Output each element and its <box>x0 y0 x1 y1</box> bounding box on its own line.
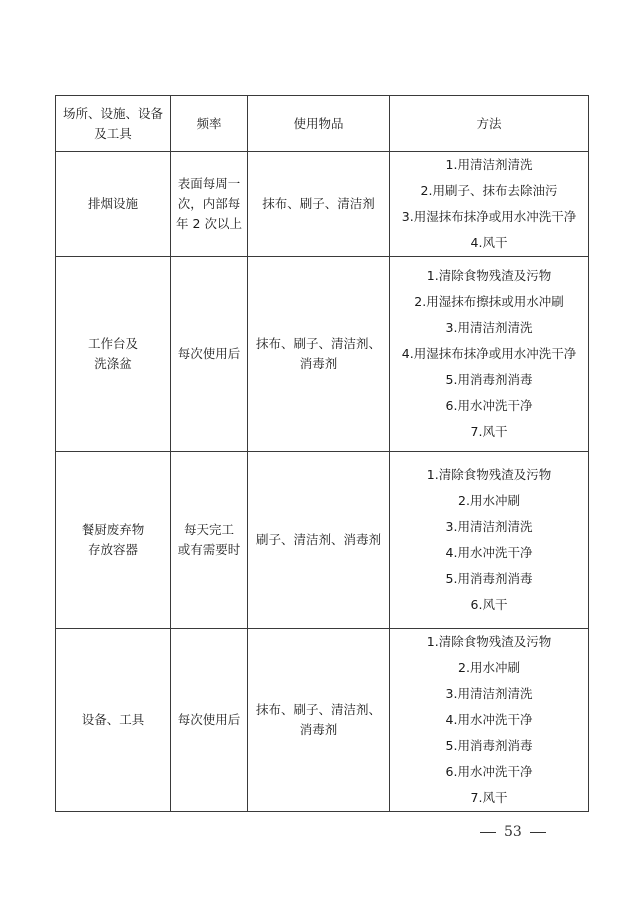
cell-line: 抹布、刷子、清洁剂、 <box>255 336 381 351</box>
method-step: 4.用水冲洗干净 <box>445 712 533 727</box>
cell-line: 餐厨废弃物 <box>81 522 145 537</box>
method-step: 7.风干 <box>470 790 508 805</box>
method-step: 7.风干 <box>470 424 508 439</box>
cell-line: 工作台及 <box>87 336 138 351</box>
method-step: 2.用水冲刷 <box>458 493 520 508</box>
items-cell <box>248 257 390 452</box>
method-cell <box>390 257 589 452</box>
method-cell <box>390 152 589 257</box>
method-step: 4.用水冲洗干净 <box>445 545 533 560</box>
method-step: 1.清除食物残渣及污物 <box>426 467 552 482</box>
cell-line: 每次使用后 <box>177 712 241 727</box>
table-row <box>56 629 589 812</box>
items-cell <box>248 629 390 812</box>
method-step: 2.用水冲刷 <box>458 660 520 675</box>
place-cell <box>56 629 171 812</box>
cell-line: 洗涤盆 <box>94 356 132 371</box>
cell-line: 抹布、刷子、清洁剂、 <box>255 702 381 717</box>
method-step: 2.用湿抹布擦抹或用水冲刷 <box>414 294 564 309</box>
method-step: 2.用刷子、抹布去除油污 <box>420 183 558 198</box>
method-step: 3.用清洁剂清洗 <box>445 686 533 701</box>
cell-line: 设备、工具 <box>81 712 145 727</box>
method-cell <box>390 452 589 629</box>
cell-line: 年 2 次以上 <box>176 216 242 231</box>
table-row <box>56 452 589 629</box>
method-step: 5.用消毒剂消毒 <box>445 738 533 753</box>
frequency-cell <box>171 452 248 629</box>
header-place: 场所、设施、设备 及工具 <box>56 96 171 152</box>
method-step: 1.用清洁剂清洗 <box>445 157 533 172</box>
cell-line: 排烟设施 <box>87 196 138 211</box>
place-cell <box>56 257 171 452</box>
method-step: 3.用清洁剂清洗 <box>445 519 533 534</box>
cell-line: 消毒剂 <box>299 722 338 737</box>
cell-line: 表面每周一 <box>177 176 241 191</box>
method-step: 5.用消毒剂消毒 <box>445 372 533 387</box>
header-items: 使用物品 <box>248 96 390 152</box>
cleaning-schedule-table <box>55 95 589 812</box>
header-frequency: 频率 <box>171 96 248 152</box>
table-row <box>56 257 589 452</box>
cell-line: 每次使用后 <box>177 346 241 361</box>
method-step: 5.用消毒剂消毒 <box>445 571 533 586</box>
method-step: 6.风干 <box>470 597 508 612</box>
method-step: 4.用湿抹布抹净或用水冲洗干净 <box>401 346 577 361</box>
page-footer <box>480 824 546 840</box>
method-step: 6.用水冲洗干净 <box>445 398 533 413</box>
place-cell <box>56 452 171 629</box>
frequency-cell <box>171 257 248 452</box>
items-cell <box>248 152 390 257</box>
cell-line: 消毒剂 <box>299 356 338 371</box>
table-row <box>56 152 589 257</box>
cell-line: 每天完工 <box>183 522 234 537</box>
items-cell <box>248 452 390 629</box>
footer-dash-left <box>480 832 496 833</box>
page-number: 53 <box>504 824 522 840</box>
method-step: 3.用清洁剂清洗 <box>445 320 533 335</box>
method-step: 6.用水冲洗干净 <box>445 764 533 779</box>
cell-line: 或有需要时 <box>177 542 241 557</box>
cell-line: 刷子、清洁剂、消毒剂 <box>255 532 381 547</box>
method-step: 3.用湿抹布抹净或用水冲洗干净 <box>401 209 577 224</box>
frequency-cell <box>171 629 248 812</box>
cell-line: 存放容器 <box>87 542 138 557</box>
footer-dash-right <box>530 832 546 833</box>
method-cell <box>390 629 589 812</box>
header-method: 方法 <box>390 96 589 152</box>
cell-line: 抹布、刷子、清洁剂 <box>262 196 375 211</box>
method-step: 4.风干 <box>470 235 508 250</box>
table-header-row <box>56 96 589 152</box>
method-step: 1.清除食物残渣及污物 <box>426 268 552 283</box>
place-cell <box>56 152 171 257</box>
frequency-cell <box>171 152 248 257</box>
method-step: 1.清除食物残渣及污物 <box>426 634 552 649</box>
cell-line: 次，内部每 <box>177 196 241 211</box>
